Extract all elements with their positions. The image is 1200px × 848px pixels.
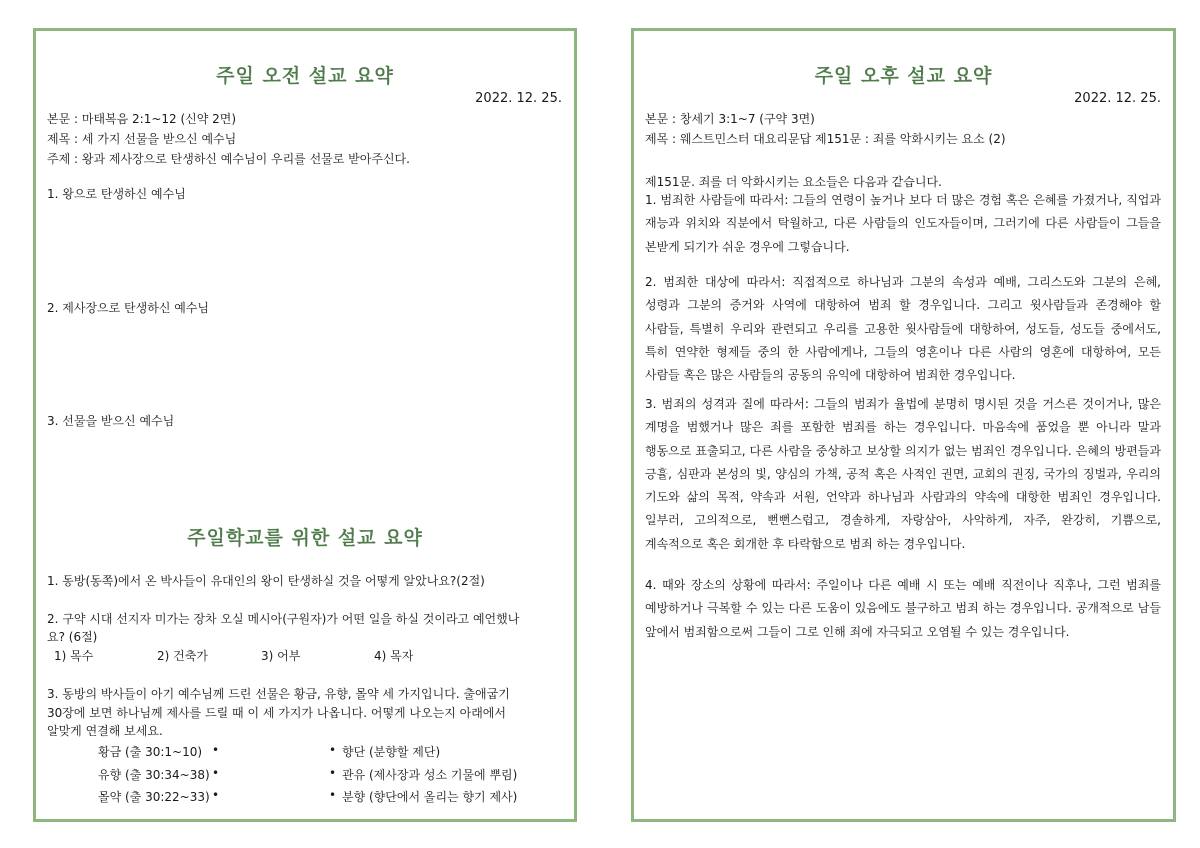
match-left-myrrh: 몰약 (출 30:22~33) [98, 790, 210, 804]
match-left-gold: 황금 (출 30:1~10) [98, 745, 203, 759]
ss-option-1: 1) 목수 [54, 649, 94, 663]
afternoon-paragraph-2: 2. 범죄한 대상에 따라서: 직접적으로 하나님과 그분의 속성과 예배, 그리스도와 그분의 은혜, 성령과 그분의 증거와 사역에 대항하여 범죄 할 경우입니다. 그리고 윗사람들과 존경해야 할 사람들, 특별히 우리와 관련되고 우리를 고용한 윗사람들에 대항하여, 성도들, 성도들 중에서도, 특히 연약한 형제들 중의 한 사람에게나, 그들의 영혼이나 다른 사람의 영혼에 대항하여, 모든 사람들 혹은 많은 사람들의 공동의 유익에 대항하여 범죄한 경우입니다. [645, 275, 1161, 383]
afternoon-paragraph-4: 4. 때와 장소의 상황에 따라서: 주일이나 다른 예배 시 또는 예배 직전이나 직후나, 그런 범죄를 예방하거나 극복할 수 있는 다른 도움이 있음에도 불구하고 범죄 하는 경우입니다. 공개적으로 남들 앞에서 범죄함으로써 그들이 그로 인해 죄에 자극되고 오염될 수 있는 경우입니다. [645, 578, 1161, 639]
ss-question-2-line-1: 2. 구약 시대 선지자 미가는 장차 오실 메시아(구원자)가 어떤 일을 하실 것이라고 예언했나 [47, 612, 520, 626]
match-dot-left-1[interactable]: • [212, 743, 220, 757]
afternoon-subject: 제목 : 웨스트민스터 대요리문답 제151문 : 죄를 악화시키는 요소 (2) [645, 132, 1006, 146]
match-right-incense: 분향 (향단에서 올리는 향기 제사) [342, 790, 518, 804]
morning-point-3: 3. 선물을 받으신 예수님 [47, 414, 175, 428]
morning-title: 주일 오전 설교 요약 [216, 65, 394, 87]
ss-question-3-line-3: 알맞게 연결해 보세요. [47, 724, 163, 738]
match-dot-right-2[interactable]: • [329, 766, 337, 780]
ss-option-4: 4) 목자 [374, 649, 414, 663]
ss-option-2: 2) 건축가 [157, 649, 208, 663]
morning-point-2: 2. 제사장으로 탄생하신 예수님 [47, 301, 209, 315]
match-dot-left-2[interactable]: • [212, 766, 220, 780]
afternoon-sermon-panel [631, 28, 1176, 822]
morning-theme: 주제 : 왕과 제사장으로 탄생하신 예수님이 우리를 선물로 받아주신다. [47, 152, 410, 166]
morning-subject: 제목 : 세 가지 선물을 받으신 예수님 [47, 132, 237, 146]
match-dot-right-1[interactable]: • [329, 743, 337, 757]
match-left-frankincense: 유향 (출 30:34~38) [98, 768, 210, 782]
ss-question-3-line-1: 3. 동방의 박사들이 아기 예수님께 드린 선물은 황금, 유향, 몰약 세 가지입니다. 출애굽기 [47, 687, 510, 701]
afternoon-date: 2022. 12. 25. [1074, 91, 1161, 106]
afternoon-title: 주일 오후 설교 요약 [814, 65, 993, 87]
ss-option-3: 3) 어부 [261, 649, 301, 663]
ss-question-2-line-2: 요? (6절) [47, 630, 98, 644]
sunday-school-title: 주일학교를 위한 설교 요약 [187, 527, 423, 549]
match-right-anointing-oil: 관유 (제사장과 성소 기물에 뿌림) [342, 768, 518, 782]
afternoon-paragraph-1: 1. 범죄한 사람들에 따라서: 그들의 연령이 높거나 보다 더 많은 경험 혹은 은혜를 가졌거나, 직업과 재능과 위치와 직분에서 탁월하고, 다른 사람들의 인도자들이며, 그러기에 다른 사람들이 그들을 본받게 되기가 쉬운 경우에 그렇습니다. [645, 193, 1161, 254]
match-dot-left-3[interactable]: • [212, 788, 220, 802]
match-right-altar: 향단 (분향할 제단) [342, 745, 441, 759]
morning-scripture: 본문 : 마태복음 2:1~12 (신약 2면) [47, 112, 237, 126]
afternoon-scripture: 본문 : 창세기 3:1~7 (구약 3면) [645, 112, 815, 126]
afternoon-paragraph-3: 3. 범죄의 성격과 질에 따라서: 그들의 범죄가 율법에 분명히 명시된 것을 거스른 것이거나, 많은 계명을 범했거나 많은 죄를 포함한 범죄를 하는 경우입니다. 마음속에 품었을 뿐 아니라 말과 행동으로 표출되고, 다른 사람을 중상하고 보상할 의지가 없는 범죄인 경우입니다. 은혜의 방편들과 긍휼, 심판과 본성의 빛, 양심의 가책, 공적 혹은 사적인 권면, 교회의 권징, 국가의 징벌과, 우리의 기도와 삶의 목적, 약속과 서원, 언약과 하나님과 사람과의 약속에 대항한 범죄인 경우입니다. 일부러, 고의적으로, 뻔뻔스럽고, 경솔하게, 자랑삼아, 사악하게, 자주, 완강히, 기쁨으로, 계속적으로 혹은 회개한 후 타락함으로 범죄 하는 경우입니다. [645, 397, 1161, 551]
match-dot-right-3[interactable]: • [329, 788, 337, 802]
afternoon-intro: 제151문. 죄를 더 악화시키는 요소들은 다음과 같습니다. [645, 175, 942, 189]
morning-sermon-panel [33, 28, 577, 822]
ss-question-1: 1. 동방(동쪽)에서 온 박사들이 유대인의 왕이 탄생하실 것을 어떻게 알았나요?(2절) [47, 574, 485, 588]
ss-question-3-line-2: 30장에 보면 하나님께 제사를 드릴 때 이 세 가지가 나옵니다. 어떻게 나오는지 아래에서 [47, 706, 506, 720]
morning-point-1: 1. 왕으로 탄생하신 예수님 [47, 187, 186, 201]
morning-date: 2022. 12. 25. [475, 91, 562, 106]
